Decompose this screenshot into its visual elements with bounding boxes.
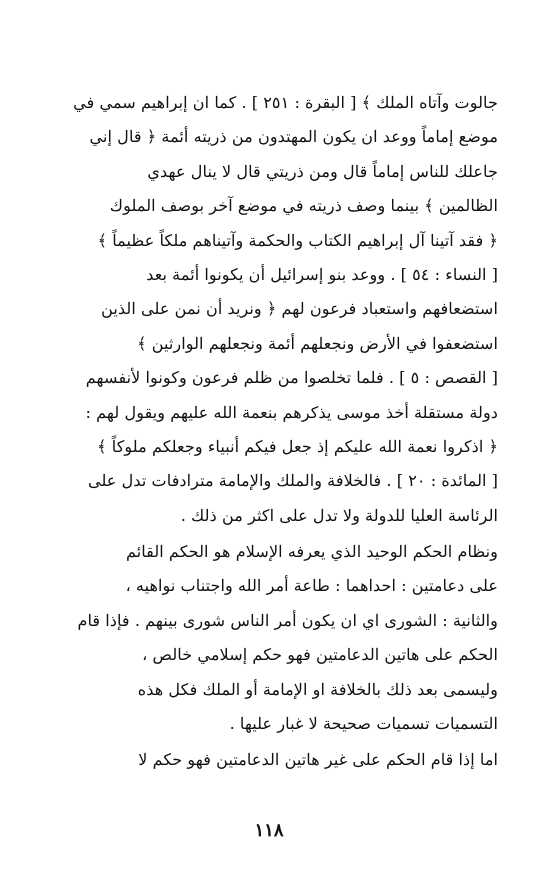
text-line: الرئاسة العليا للدولة ولا تدل على اكثر من ذلك . [180,505,498,525]
text-line: ﴿ فقد آتينا آل إبراهيم الكتاب والحكمة وآتيناهم ملكاً عظيماً ﴾ [97,230,498,250]
text-line: وليسمى بعد ذلك بالخلافة او الإمامة أو الملك فكل هذه [137,679,498,699]
text-line: ونظام الحكم الوحيد الذي يعرفه الإسلام هو الحكم القائم [125,542,498,562]
text-line: والثانية : الشورى اي ان يكون أمر الناس شورى بينهم . فإذا قام [77,610,498,630]
body-text [40,86,498,778]
page-number: ١١٨ [254,820,284,841]
text-line: الظالمين ﴾ بينما وصف ذريته في موضع آخر بوصف الملوك [109,196,498,216]
text-line: جاعلك للناس إماماً قال ومن ذريتي قال لا ينال عهدي [147,161,498,181]
text-line: [ النساء : ٥٤ ] . ووعد بنو إسرائيل أن يكونوا أئمة بعد [146,264,498,284]
text-line: [ القصص : ٥ ] . فلما تخلصوا من ظلم فرعون وكونوا لأنفسهم [85,368,498,388]
text-line: اما إذا قام الحكم على غير هاتين الدعامتين فهو حكم لا [138,750,498,770]
text-line: التسميات تسميات صحيحة لا غبار عليها . [229,714,498,734]
text-line: دولة مستقلة أخذ موسى يذكرهم بنعمة الله عليهم ويقول لهم : [85,402,498,422]
text-line: استضعفوا في الأرض ونجعلهم أئمة ونجعلهم الوارثين ﴾ [137,333,498,353]
text-line: استضعافهم واستعباد فرعون لهم ﴿ ونريد أن نمن على الذين [101,299,498,319]
text-line: موضع إماماً ووعد ان يكون المهتدون من ذريته أئمة ﴿ قال إني [89,127,498,147]
text-line: الحكم على هاتين الدعامتين فهو حكم إسلامي خالص ، [142,645,498,665]
text-line: ﴿ اذكروا نعمة الله عليكم إذ جعل فيكم أنبياء وجعلكم ملوكاً ﴾ [97,436,498,456]
text-line: جالوت وآتاه الملك ﴾ [ البقرة : ٢٥١ ] . كما ان إبراهيم سمي في [73,93,498,112]
text-line: [ المائدة : ٢٠ ] . فالخلافة والملك والإمامة مترادفات تدل على [87,471,498,491]
text-line: على دعامتين : احداهما : طاعة أمر الله واجتناب نواهيه ، [125,576,498,596]
